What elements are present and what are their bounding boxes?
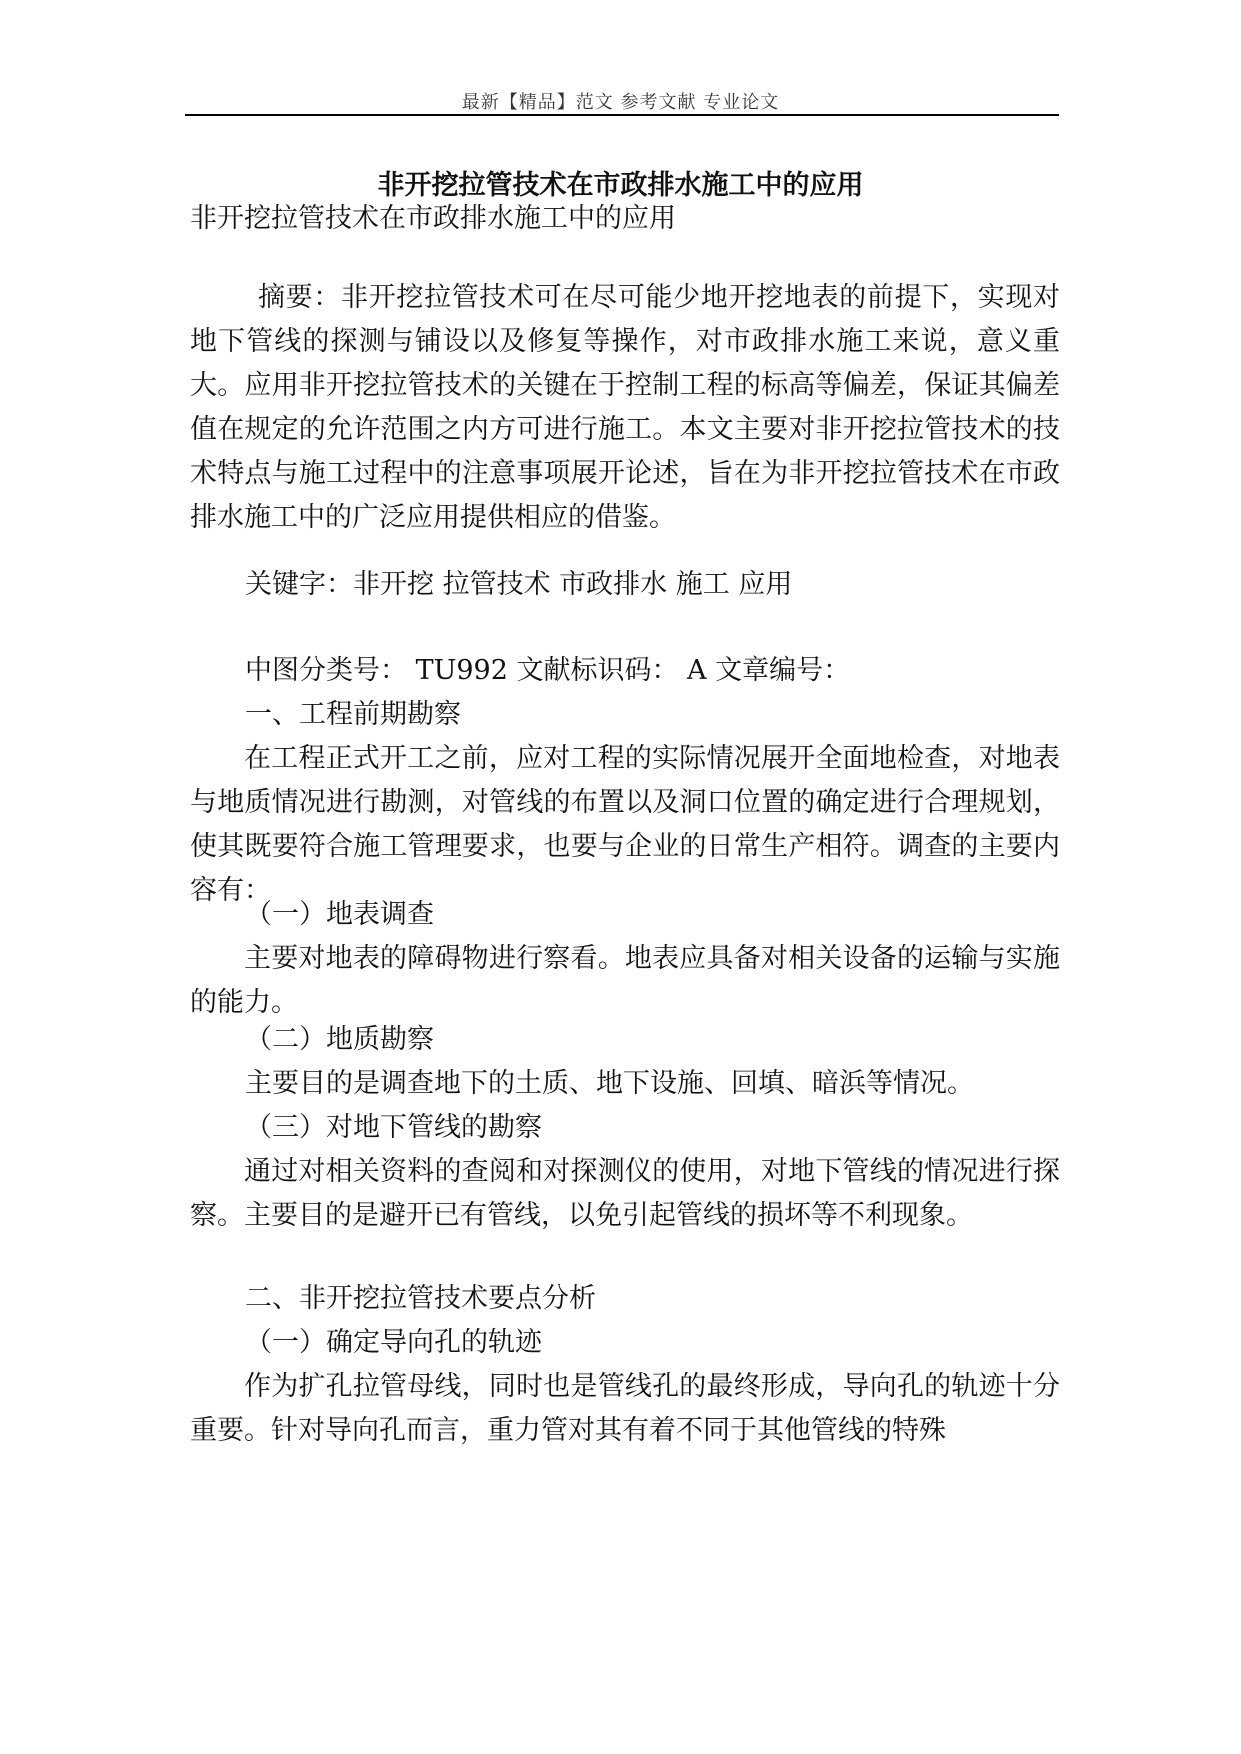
- section-1-paragraph: 在工程正式开工之前，应对工程的实际情况展开全面地检查，对地表与地质情况进行勘测，对管线的布置以及洞口位置的确定进行合理规划，使其既要符合施工管理要求，也要与企业的日常生产相符。调查的主要内容有：: [190, 743, 1060, 906]
- classification-line: 中图分类号： TU992 文献标识码： A 文章编号：: [245, 655, 851, 686]
- document-subtitle: 非开挖拉管技术在市政排水施工中的应用: [190, 203, 676, 234]
- section-1-2-paragraph: 主要目的是调查地下的土质、地下设施、回填、暗浜等情况。: [245, 1068, 974, 1099]
- section-1-3-paragraph: 通过对相关资料的查阅和对探测仪的使用，对地下管线的情况进行探察。主要目的是避开已有管线，以免引起管线的损坏等不利现象。: [190, 1156, 1060, 1231]
- document-title: 非开挖拉管技术在市政排水施工中的应用: [377, 170, 864, 201]
- section-2-1-paragraph: 作为扩孔拉管母线，同时也是管线孔的最终形成，导向孔的轨迹十分重要。针对导向孔而言，重力管对其有着不同于其他管线的特殊: [190, 1371, 1060, 1446]
- section-1-1-heading: （一）地表调查: [245, 899, 434, 930]
- section-1-1-paragraph: 主要对地表的障碍物进行察看。地表应具备对相关设备的运输与实施的能力。: [190, 943, 1060, 1018]
- keywords-line: 关键字：非开挖 拉管技术 市政排水 施工 应用: [245, 569, 793, 600]
- header-divider: [185, 114, 1059, 116]
- section-2-heading: 二、非开挖拉管技术要点分析: [245, 1283, 596, 1314]
- page-header: 最新【精品】范文 参考文献 专业论文: [461, 92, 780, 113]
- abstract-paragraph: 摘要：非开挖拉管技术可在尽可能少地开挖地表的前提下，实现对地下管线的探测与铺设以及修复等操作，对市政排水施工来说，意义重大。应用非开挖拉管技术的关键在于控制工程的标高等偏差，保证其偏差值在规定的允许范围之内方可进行施工。本文主要对非开挖拉管技术的技术特点与施工过程中的注意事项展开论述，旨在为非开挖拉管技术在市政排水施工中的广泛应用提供相应的借鉴。: [190, 282, 1060, 533]
- section-2-1-heading: （一）确定导向孔的轨迹: [245, 1327, 542, 1358]
- section-1-2-heading: （二）地质勘察: [245, 1024, 434, 1055]
- section-1-heading: 一、工程前期勘察: [245, 699, 461, 730]
- section-1-3-heading: （三）对地下管线的勘察: [245, 1112, 542, 1143]
